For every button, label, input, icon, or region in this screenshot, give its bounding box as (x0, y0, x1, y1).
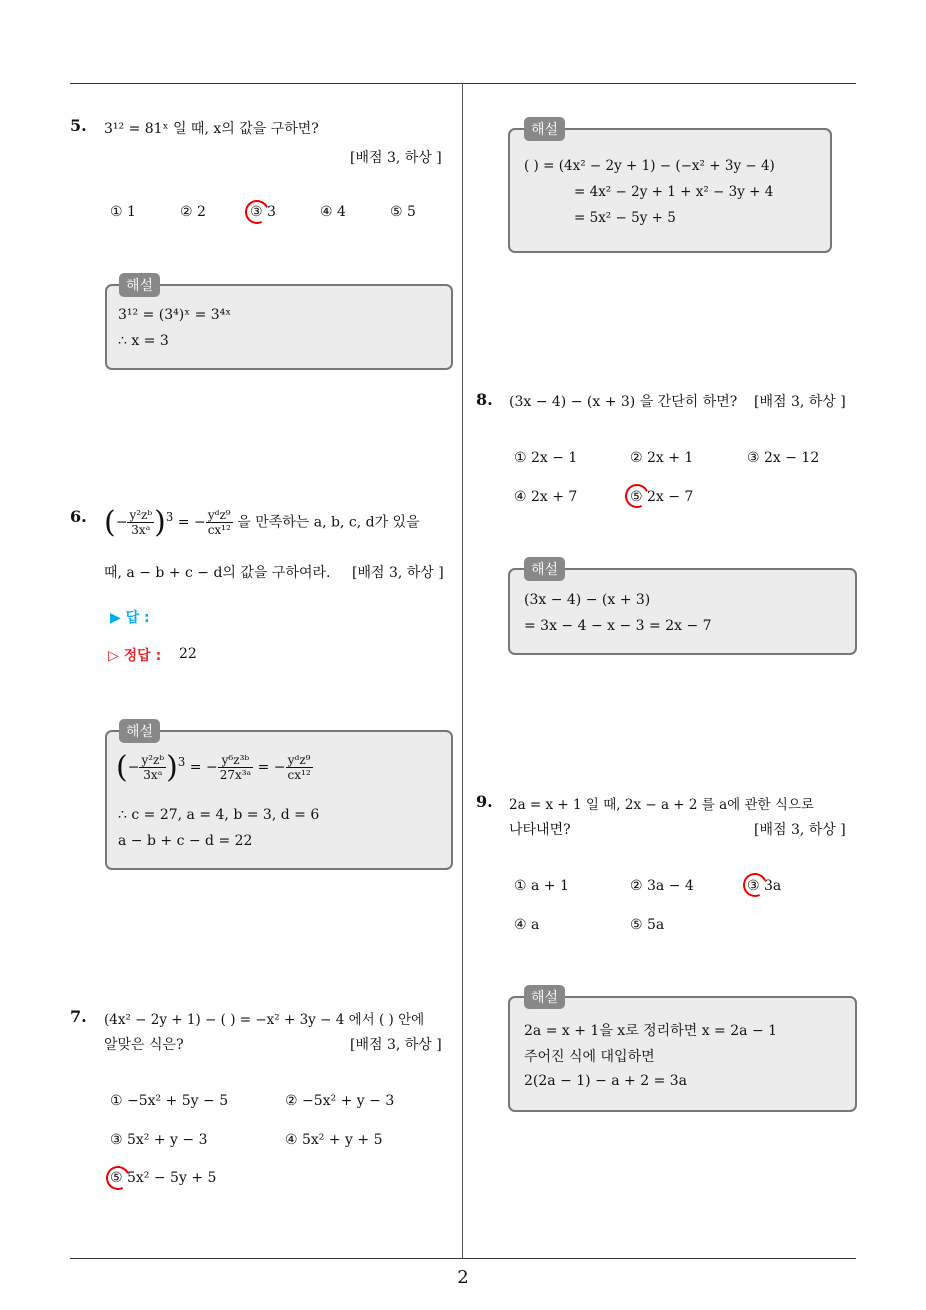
question-number: 9. (476, 792, 493, 811)
solution-line: (3x − 4) − (x + 3) (524, 592, 651, 608)
solution-box (105, 284, 453, 370)
column-divider (462, 83, 463, 1258)
choice-5[interactable]: ⑤ 5x² − 5y + 5 (110, 1170, 217, 1186)
sol-lhs-numerator: y²zᵇ (141, 753, 165, 767)
solution-tag: 해설 (119, 719, 160, 743)
sol-mid-numerator: y⁶z³ᵇ (218, 753, 253, 768)
choice-4[interactable]: ④ 5x² + y + 5 (285, 1132, 383, 1148)
choice-1[interactable]: ① 2x − 1 (514, 450, 578, 466)
choice-5[interactable]: ⑤ 5a (630, 917, 665, 933)
stem-tail: 을 만족하는 a, b, c, d가 있을 (237, 514, 420, 531)
choice-4[interactable]: ④ 2x + 7 (514, 489, 578, 505)
solution-box (508, 568, 857, 655)
rhs-denominator: cx¹² (207, 523, 231, 537)
question-stem: (4x² − 2y + 1) − ( ) = −x² + 3y − 4 에서 ( ) 안에 (104, 1012, 425, 1028)
choice-5[interactable]: ⑤ 2x − 7 (630, 489, 694, 505)
score-meta: [배점 3, 하상 ] (754, 394, 846, 410)
sol-rhs-denominator: cx¹² (287, 768, 311, 782)
question-number: 6. (70, 507, 87, 526)
choice-1[interactable]: ① 1 (110, 204, 136, 220)
lhs-numerator: y²zᵇ (129, 508, 153, 522)
solution-line: ( ) = (4x² − 2y + 1) − (−x² + 3y − 4) (524, 158, 775, 174)
solution-line: (− $\frac{\text{y²zᵇ}}{\text{3xᵃ}}$ )$^3$ = − $\frac{\text{y⁶z³ᵇ}}{\text{27x³ᵃ}}$ = − $\frac{\text{yᵈz⁹}}{\text{cx¹²}}$ (116, 750, 311, 785)
choice-5[interactable]: ⑤ 5 (390, 204, 416, 220)
solution-tag: 해설 (524, 557, 565, 581)
correct-value: 22 (179, 646, 197, 662)
solution-line: 주어진 식에 대입하면 (524, 1049, 655, 1065)
solution-tag: 해설 (524, 117, 565, 141)
solution-line: 2a = x + 1을 x로 정리하면 x = 2a − 1 (524, 1023, 778, 1039)
bottom-rule (70, 1258, 856, 1259)
solution-line: ∴ c = 27, a = 4, b = 3, d = 6 (118, 807, 320, 823)
score-meta: [배점 3, 하상 ] (754, 822, 846, 838)
correct-label: ▷ 정답 : (108, 648, 162, 664)
answer-label: ▶ 답 : (110, 610, 150, 626)
solution-tag: 해설 (119, 273, 160, 297)
choice-3[interactable]: ③ 3 (250, 204, 276, 220)
choice-3[interactable]: ③ 2x − 12 (747, 450, 820, 466)
question-number: 8. (476, 390, 493, 409)
choice-4[interactable]: ④ 4 (320, 204, 346, 220)
choice-3[interactable]: ③ 5x² + y − 3 (110, 1132, 208, 1148)
page-number: 2 (457, 1267, 469, 1288)
choice-2[interactable]: ② −5x² + y − 3 (285, 1093, 395, 1109)
answer-mark (103, 1163, 134, 1194)
solution-box (508, 996, 857, 1112)
answer-mark (622, 481, 653, 512)
solution-line: 3¹² = (3⁴)ˣ = 3⁴ˣ (118, 307, 232, 323)
choice-2[interactable]: ② 2x + 1 (630, 450, 694, 466)
sol-rhs-numerator: yᵈz⁹ (286, 753, 313, 768)
solution-line: = 4x² − 2y + 1 + x² − 3y + 4 (574, 184, 774, 200)
solution-tag: 해설 (524, 985, 565, 1009)
choice-1[interactable]: ① a + 1 (514, 878, 569, 894)
question-stem: (3x − 4) − (x + 3) 을 간단히 하면? (509, 394, 738, 410)
sol-mid-denominator: 27x³ᵃ (219, 768, 252, 782)
solution-line: a − b + c − d = 22 (118, 833, 253, 849)
solution-line: 2(2a − 1) − a + 2 = 3a (524, 1073, 688, 1089)
question-stem-line2: 때, a − b + c − d의 값을 구하여라. (104, 565, 331, 581)
solution-line: ∴ x = 3 (118, 333, 169, 349)
answer-mark (740, 870, 771, 901)
rhs-numerator: yᵈz⁹ (206, 508, 233, 523)
question-number: 7. (70, 1007, 87, 1026)
solution-box-q7 (508, 128, 832, 253)
sol-lhs-denominator: 3xᵃ (143, 768, 163, 782)
question-stem-line2: 알맞은 식은? (104, 1037, 184, 1053)
question-stem-line2: 나타내면? (509, 822, 571, 838)
choice-3[interactable]: ③ 3a (747, 878, 782, 894)
choice-1[interactable]: ① −5x² + 5y − 5 (110, 1093, 229, 1109)
choice-2[interactable]: ② 3a − 4 (630, 878, 694, 894)
score-meta: [배점 3, 하상 ] (350, 1037, 442, 1053)
score-meta: [배점 3, 하상 ] (352, 565, 444, 581)
choice-2[interactable]: ② 2 (180, 204, 206, 220)
solution-line: = 5x² − 5y + 5 (574, 210, 676, 226)
question-stem: (− $\frac{\text{y²zᵇ}}{\text{3xᵃ}}$ )$^3$ = − $\frac{\text{yᵈz⁹}}{\text{cx¹²}}$ 을 만족하는 a, b, c, d가 있을 (104, 505, 420, 540)
top-rule (70, 83, 856, 84)
score-meta: [배점 3, 하상 ] (350, 150, 442, 166)
lhs-denominator: 3xᵃ (131, 523, 151, 537)
solution-box (105, 730, 453, 870)
question-stem: 2a = x + 1 일 때, 2x − a + 2 를 a에 관한 식으로 (509, 797, 815, 813)
question-number: 5. (70, 116, 87, 135)
solution-line: = 3x − 4 − x − 3 = 2x − 7 (524, 618, 712, 634)
question-stem: 3¹² = 81ˣ 일 때, x의 값을 구하면? (104, 121, 319, 137)
choice-4[interactable]: ④ a (514, 917, 540, 933)
answer-mark (242, 197, 273, 228)
